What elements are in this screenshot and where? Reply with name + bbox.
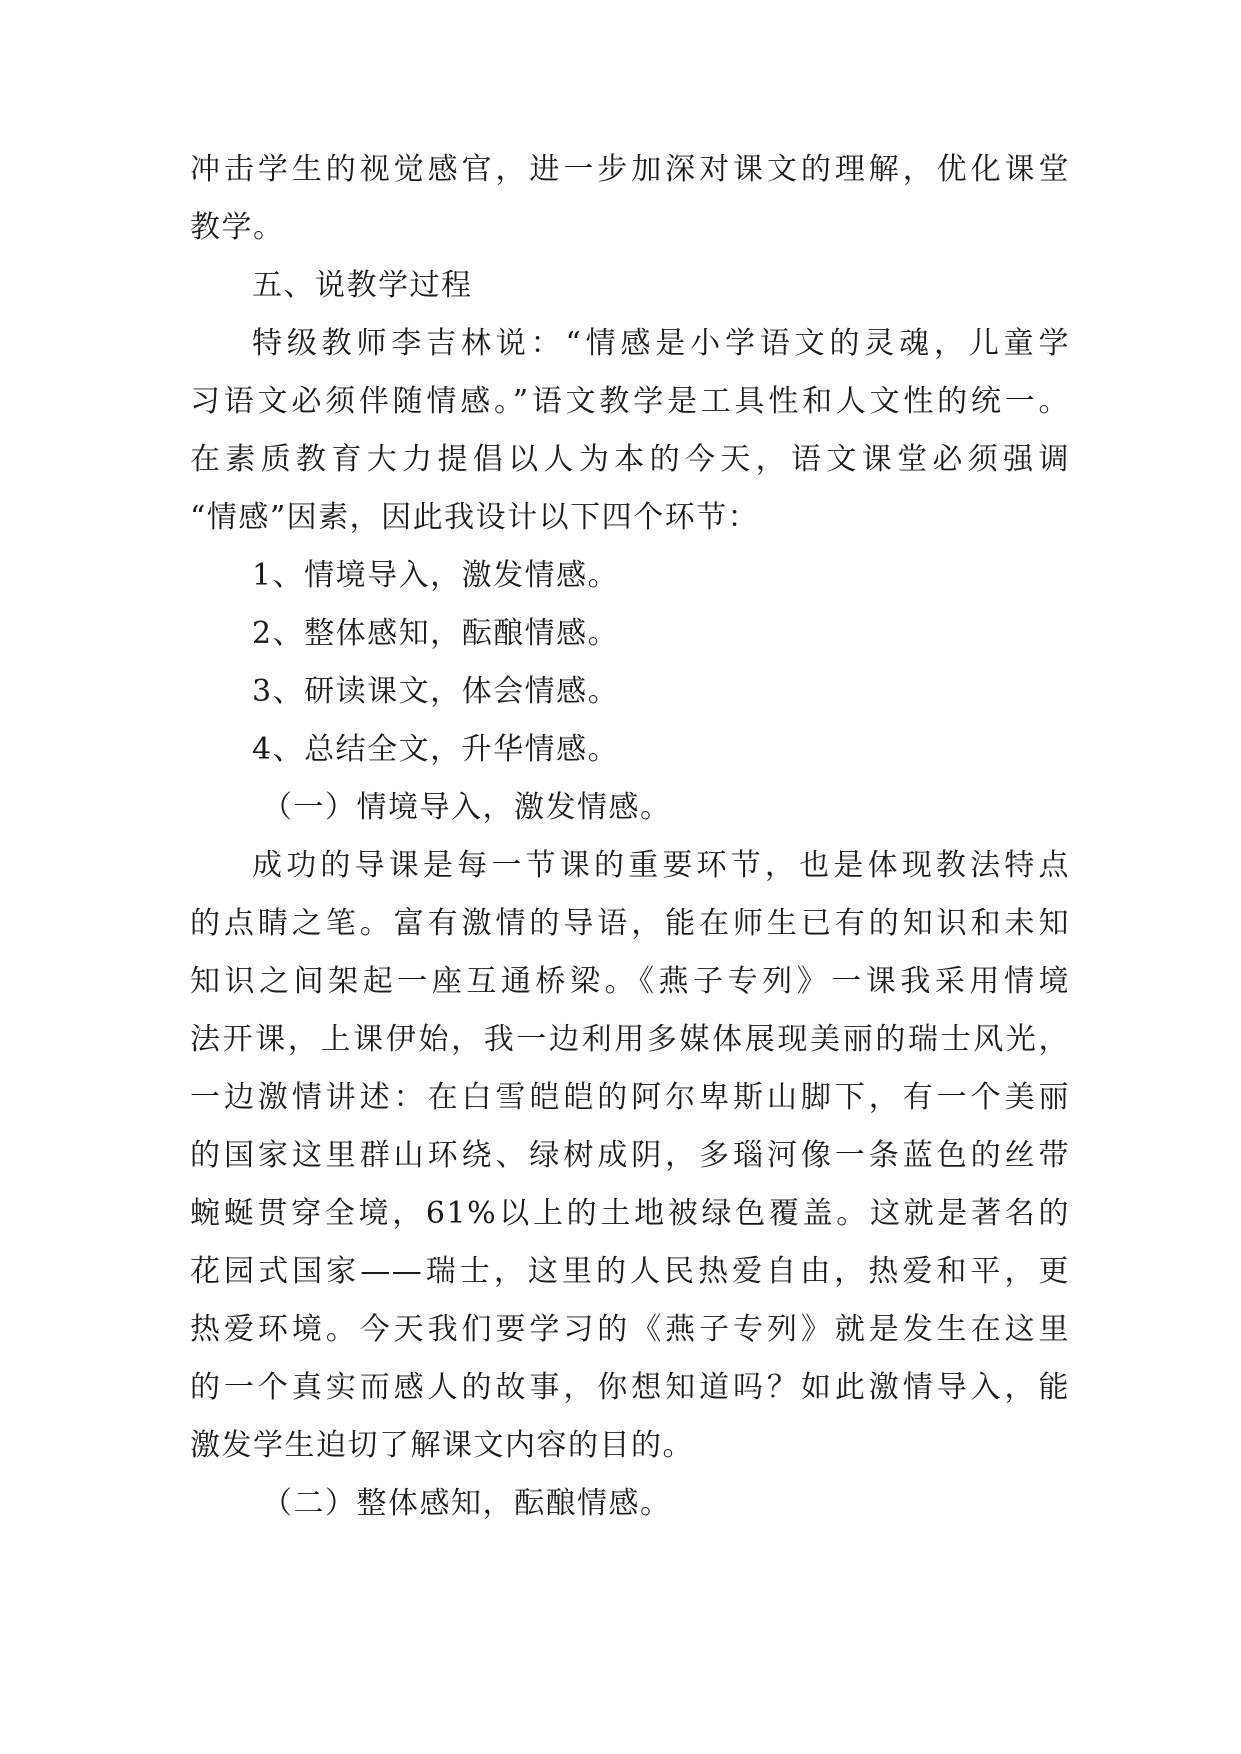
subsection-heading: （二）整体感知，酝酿情感。 [262, 1486, 672, 1521]
text-line: 一边激情讲述：在白雪皑皑的阿尔卑斯山脚下，有一个美丽 [190, 1080, 1070, 1115]
text-line: “情感”因素，因此我设计以下四个环节： [190, 500, 760, 535]
text-line: 成功的导课是每一节课的重要环节，也是体现教法特点 [252, 848, 1070, 883]
text-line: 蜿蜒贯穿全境，61%以上的土地被绿色覆盖。这就是著名的 [190, 1196, 1070, 1231]
section-heading: 五、说教学过程 [252, 268, 473, 303]
text-line: 花园式国家——瑞士，这里的人民热爱自由，热爱和平，更 [190, 1254, 1070, 1289]
text-line: 激发学生迫切了解课文内容的目的。 [190, 1428, 694, 1463]
text-line: 教学。 [190, 210, 285, 245]
text-line: 在素质教育大力提倡以人为本的今天，语文课堂必须强调 [190, 442, 1070, 477]
list-item: 3、研读课文，体会情感。 [252, 674, 620, 709]
list-item: 1、情境导入，激发情感。 [252, 558, 620, 593]
text-line: 的点睛之笔。富有激情的导语，能在师生已有的知识和未知 [190, 906, 1070, 941]
text-line: 热爱环境。今天我们要学习的《燕子专列》就是发生在这里 [190, 1312, 1070, 1347]
text-line: 法开课，上课伊始，我一边利用多媒体展现美丽的瑞士风光， [190, 1022, 1070, 1057]
text-line: 知识之间架起一座互通桥梁。《燕子专列》一课我采用情境 [190, 964, 1070, 999]
subsection-heading: （一）情境导入，激发情感。 [262, 790, 672, 825]
text-line: 习语文必须伴随情感。”语文教学是工具性和人文性的统一。 [190, 384, 1070, 419]
text-line: 冲击学生的视觉感官，进一步加深对课文的理解，优化课堂 [190, 152, 1070, 187]
text-line: 的一个真实而感人的故事，你想知道吗？如此激情导入，能 [190, 1370, 1070, 1405]
text-line: 的国家这里群山环绕、绿树成阴，多瑙河像一条蓝色的丝带 [190, 1138, 1070, 1173]
text-line: 特级教师李吉林说：“情感是小学语文的灵魂，儿童学 [252, 326, 1070, 361]
list-item: 2、整体感知，酝酿情感。 [252, 616, 620, 651]
list-item: 4、总结全文，升华情感。 [252, 732, 620, 767]
